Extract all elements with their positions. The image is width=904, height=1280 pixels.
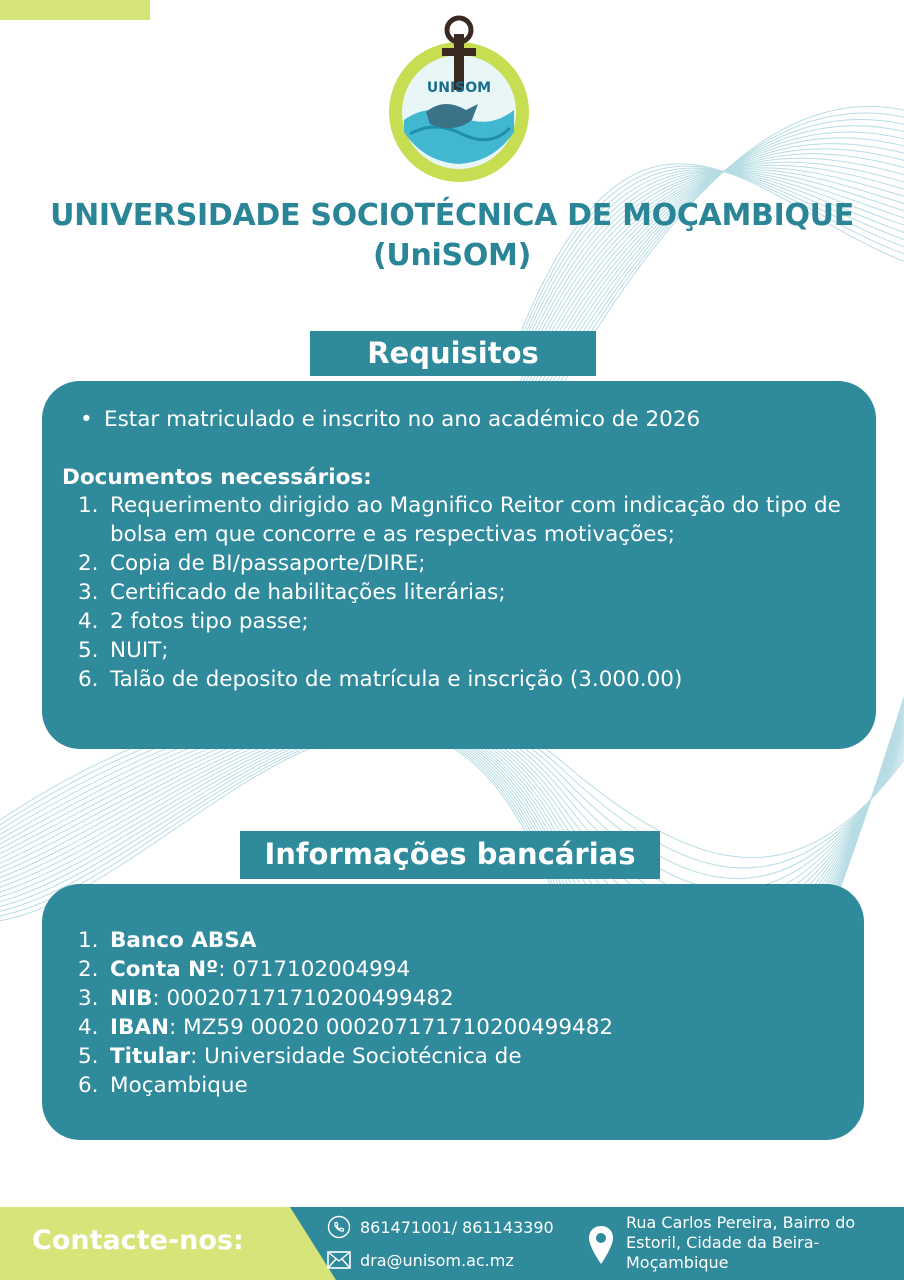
top-accent-bar	[0, 0, 150, 20]
list-item: 5. NUIT;	[78, 638, 169, 663]
bank-info-panel	[42, 884, 864, 1140]
list-item: 3. NIB: 000207171710200499482	[78, 986, 454, 1011]
email-address: dra@unisom.ac.mz	[360, 1250, 514, 1270]
list-item: 2. Conta Nº: 0717102004994	[78, 957, 411, 982]
email-contact[interactable]	[326, 1249, 514, 1271]
university-title	[0, 196, 904, 276]
phone-number: 861471001/ 861143390	[360, 1217, 554, 1237]
requisitos-panel	[42, 381, 876, 749]
documents-label: Documentos necessários:	[62, 465, 372, 490]
documents-list	[78, 491, 878, 694]
university-title-line2: (UniSOM)	[373, 238, 531, 273]
address-text: Rua Carlos Pereira, Bairro do Estoril, Cidade da Beira- Moçambique	[626, 1213, 856, 1272]
list-item: 4. IBAN: MZ59 00020 000207171710200499482	[78, 1015, 614, 1040]
logo-text: UNISOM	[426, 80, 492, 96]
phone-icon	[326, 1216, 352, 1238]
list-item: 6. Moçambique	[78, 1073, 248, 1098]
list-item: 6. Talão de deposito de matrícula e inscrição (3.000.00)	[78, 667, 683, 692]
list-item: 2. Copia de BI/passaporte/DIRE;	[78, 551, 426, 576]
mail-icon	[326, 1249, 352, 1271]
location-pin-icon	[588, 1225, 614, 1265]
bank-info-list	[78, 926, 838, 1100]
bullet-dot: •	[80, 407, 93, 432]
phone-contact[interactable]	[326, 1216, 554, 1238]
university-title-line1: UNIVERSIDADE SOCIOTÉCNICA DE MOÇAMBIQUE	[50, 198, 854, 233]
list-item: 1. Requerimento dirigido ao Magnifico Reitor com indicação do tipo de bolsa em que concorre e as respectivas motivações;	[78, 493, 841, 547]
university-logo	[374, 12, 544, 184]
enrollment-requirement-text: Estar matriculado e inscrito no ano académico de 2026	[104, 407, 701, 432]
contact-title: Contacte-nos:	[32, 1225, 244, 1256]
contact-footer	[0, 1207, 904, 1280]
list-item: 3. Certificado de habilitações literárias;	[78, 580, 506, 605]
requisitos-heading: Requisitos	[310, 331, 596, 376]
list-item: 1. Banco ABSA	[78, 928, 257, 953]
list-item: 5. Titular: Universidade Sociotécnica de	[78, 1044, 522, 1069]
enrollment-requirement	[80, 405, 700, 434]
list-item: 4. 2 fotos tipo passe;	[78, 609, 309, 634]
bank-info-heading: Informações bancárias	[240, 831, 660, 879]
